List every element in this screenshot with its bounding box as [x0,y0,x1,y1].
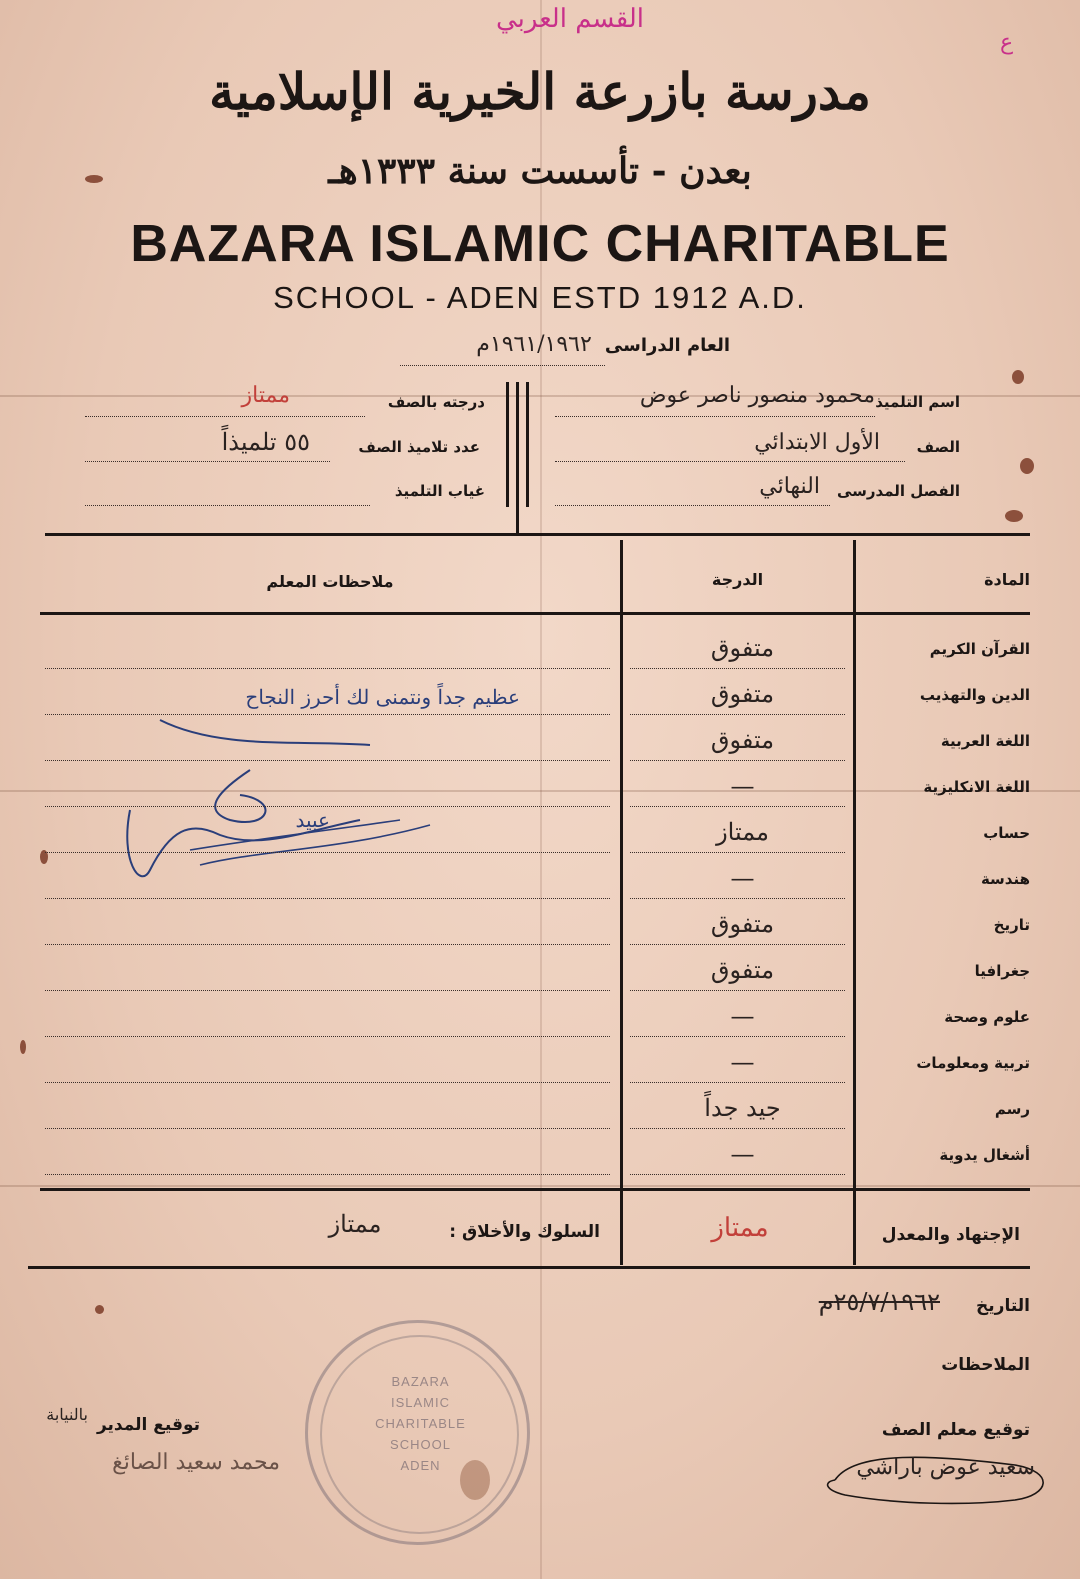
teacher-sign-label: توقيع معلم الصف [881,1420,1030,1440]
grade-cell: — [730,1002,755,1030]
class-size-label: عدد تلاميذ الصف [358,438,480,456]
term-value: النهائي [759,474,820,499]
remarks-dotted-line [45,760,610,761]
stamp-text: SCHOOL [390,1437,451,1452]
stamp-text: ISLAMIC [390,1395,450,1410]
grade-dotted-line [630,852,845,853]
dotted-line [85,505,370,506]
remarks-dotted-line [45,668,610,669]
ink-stain [460,1460,490,1500]
effort-value: ممتاز [711,1213,769,1243]
subject-cell: اللغة الانكليزية [923,778,1030,796]
remarks-dotted-line [45,944,610,945]
col-grade-header: الدرجة [711,570,764,589]
ink-stain [20,1040,26,1054]
term-label: الفصل المدرسى [836,482,960,500]
grade-cell: — [730,864,755,892]
col-subject-header: المادة [984,570,1030,589]
grade-dotted-line [630,668,845,669]
dotted-line [85,416,365,417]
ink-stain [85,175,103,183]
academic-year-value: ١٩٦١/١٩٦٢م [476,332,592,357]
subject-cell: الدين والتهذيب [919,686,1030,704]
english-subtitle: SCHOOL - ADEN ESTD 1912 A.D. [273,280,807,315]
ink-stain [1005,510,1023,522]
teacher-signature: سعيد عوض باراشي [856,1455,1035,1480]
class-rank-label: درجته بالصف [387,393,485,411]
conduct-value: ممتاز [328,1210,382,1238]
effort-label: الإجتهاد والمعدل [881,1225,1020,1245]
table-header-rule [40,612,1030,615]
academic-year [400,332,730,366]
info-divider [516,382,519,534]
grade-level-label: الصف [916,438,960,456]
subject-cell: أشغال يدوية [939,1146,1030,1164]
stamp-text: CHARITABLE [375,1416,466,1431]
grade-cell: متفوق [710,634,775,662]
class-rank-value: ممتاز [241,383,290,408]
date-label: التاريخ [976,1296,1030,1316]
grade-dotted-line [630,806,845,807]
col-remarks-header: ملاحظات المعلم [266,572,394,591]
ink-stain [1012,370,1024,384]
subject-cell: جغرافيا [974,962,1030,980]
subject-cell: القرآن الكريم [929,640,1030,658]
grade-dotted-line [630,898,845,899]
stamp-text: BAZARA [391,1374,450,1389]
ink-stain [1020,458,1034,474]
principal-sign-extra: بالنيابة [46,1405,88,1424]
dotted-line [555,505,830,506]
notes-label: الملاحظات [941,1355,1030,1375]
dotted-line [555,461,905,462]
grade-dotted-line [630,714,845,715]
teacher-remark: عظيم جداً ونتمنى لك أحرز النجاح [245,685,520,709]
remark-signature: عبيد [295,808,330,832]
grade-cell: متفوق [710,680,775,708]
subject-cell: اللغة العربية [940,732,1030,750]
dotted-line [400,365,605,366]
remark-signature-scribble [100,700,460,900]
subject-cell: علوم وصحة [944,1008,1030,1026]
class-size-value: ٥٥ تلميذاً [221,428,310,456]
grade-cell: ممتاز [716,818,769,846]
remarks-dotted-line [45,852,610,853]
subject-cell: حساب [983,824,1030,842]
subject-cell: هندسة [980,870,1030,888]
table-column-divider [620,540,623,1265]
grade-cell: — [730,772,755,800]
conduct-label: السلوك والأخلاق : [449,1222,600,1242]
ink-stain [95,1305,104,1314]
summary-bottom-rule [28,1266,1030,1269]
grade-dotted-line [630,1128,845,1129]
principal-name: محمد سعيد الصائغ [112,1450,280,1475]
grade-dotted-line [630,944,845,945]
table-bottom-rule [40,1188,1030,1191]
grade-dotted-line [630,760,845,761]
dotted-line [85,461,330,462]
table-column-divider [853,540,856,1265]
grade-dotted-line [630,1174,845,1175]
remarks-dotted-line [45,898,610,899]
date-value: ٢٥/٧/١٩٦٢م [818,1288,940,1316]
dotted-line [555,416,875,417]
remarks-dotted-line [45,1036,610,1037]
remarks-dotted-line [45,1174,610,1175]
grade-cell: — [730,1048,755,1076]
remarks-dotted-line [45,714,610,715]
remarks-dotted-line [45,806,610,807]
remarks-dotted-line [45,1082,610,1083]
remarks-dotted-line [45,990,610,991]
remarks-dotted-line [45,1128,610,1129]
grade-dotted-line [630,1036,845,1037]
english-title: BAZARA ISLAMIC CHARITABLE [130,215,950,273]
arabic-subtitle: بعدن - تأسست سنة ١٣٣٣هـ [328,150,752,192]
student-name-label: اسم التلميذ [875,393,960,411]
info-divider [506,382,509,507]
info-divider [526,382,529,507]
grade-cell: متفوق [710,956,775,984]
student-name-value: محمود منصور ناصر عوض [639,383,875,408]
grade-dotted-line [630,1082,845,1083]
info-bottom-rule [45,533,1030,536]
stamp-text: ADEN [400,1458,441,1473]
grade-cell: متفوق [710,910,775,938]
subject-cell: تاريخ [993,916,1030,934]
principal-sign-label: توقيع المدير [96,1415,200,1435]
academic-year-label: العام الدراسى [604,335,730,356]
grade-cell: جيد جداً [704,1094,781,1122]
subject-cell: رسم [994,1100,1030,1118]
corner-mark: ع [1000,30,1014,55]
subject-cell: تربية ومعلومات [916,1054,1030,1072]
teacher-signature-flourish [815,1440,1065,1520]
school-stamp [305,1320,530,1545]
grade-cell: متفوق [710,726,775,754]
absence-label: غياب التلميذ [394,482,485,500]
pink-annotation: القسم العربي [495,4,644,34]
arabic-school-name: مدرسة بازرعة الخيرية الإسلامية [209,62,871,121]
grade-level-value: الأول الابتدائي [754,430,880,455]
grade-cell: — [730,1140,755,1168]
grade-dotted-line [630,990,845,991]
